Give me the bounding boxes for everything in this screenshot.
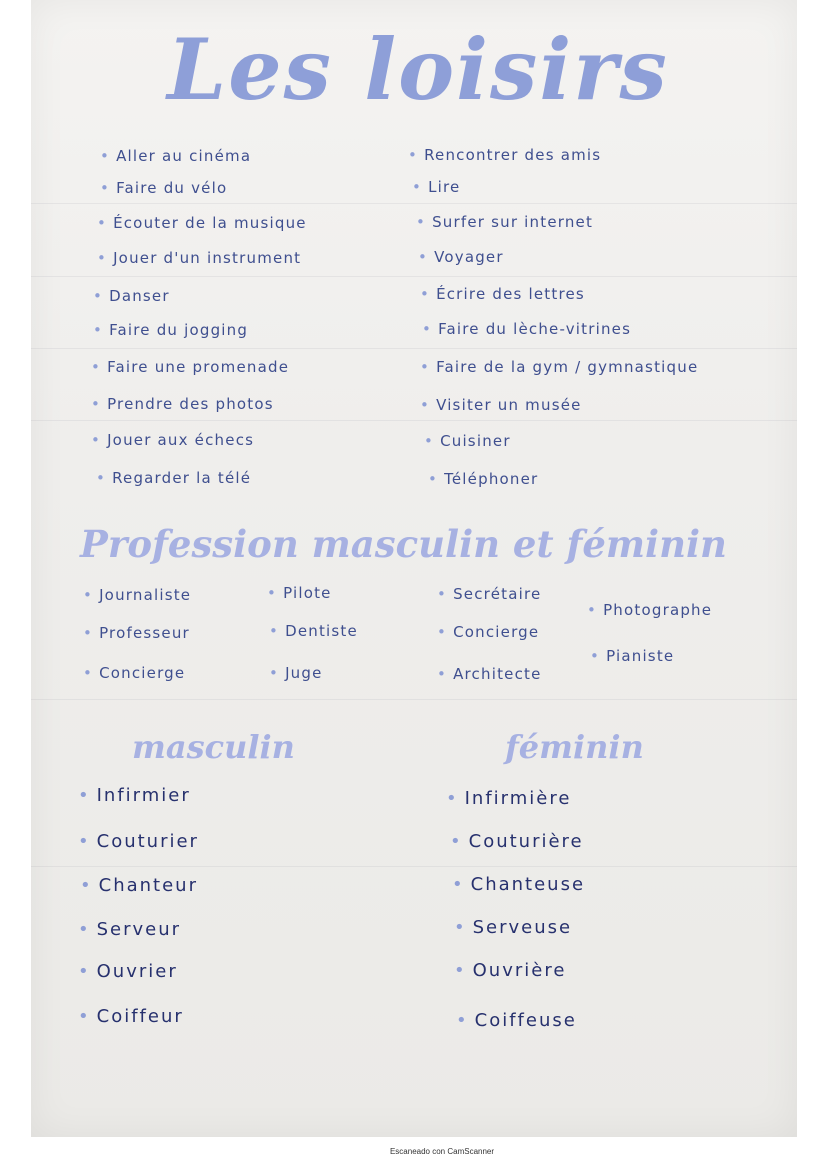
list-item: • Jouer d'un instrument <box>97 249 302 267</box>
list-item: • Écouter de la musique <box>97 214 307 232</box>
list-item: • Faire une promenade <box>91 358 290 376</box>
list-item: • Secrétaire <box>437 585 542 603</box>
list-item: • Couturier <box>78 831 199 852</box>
rule-line <box>31 699 797 700</box>
list-item: • Photographe <box>587 601 713 619</box>
list-item: • Faire du jogging <box>93 321 249 339</box>
section-heading-feminin: féminin <box>505 728 644 766</box>
list-item: • Concierge <box>437 623 540 641</box>
rule-line <box>31 866 797 867</box>
scanner-footer: Escaneado con CamScanner <box>389 1147 495 1156</box>
list-item: • Faire du vélo <box>100 179 228 197</box>
list-item: • Coiffeuse <box>456 1010 577 1031</box>
list-item: • Architecte <box>437 665 542 683</box>
list-item: • Professeur <box>83 624 190 642</box>
list-item: • Danser <box>93 287 170 305</box>
section-heading-masculin: masculin <box>132 728 295 766</box>
list-item: • Aller au cinéma <box>100 147 252 165</box>
section-heading: Profession masculin et féminin <box>80 522 727 566</box>
list-item: • Serveur <box>78 919 182 940</box>
rule-line <box>31 203 797 204</box>
list-item: • Infirmier <box>78 785 191 806</box>
list-item: • Regarder la télé <box>96 469 252 487</box>
list-item: • Chanteur <box>80 875 198 896</box>
rule-line <box>31 420 797 421</box>
list-item: • Ouvrier <box>78 961 178 982</box>
list-item: • Jouer aux échecs <box>91 431 255 449</box>
list-item: • Couturière <box>450 831 584 852</box>
list-item: • Pianiste <box>590 647 675 665</box>
list-item: • Chanteuse <box>452 874 586 895</box>
list-item: • Concierge <box>83 664 186 682</box>
list-item: • Pilote <box>267 584 332 602</box>
list-item: • Coiffeur <box>78 1006 184 1027</box>
rule-line <box>31 276 797 277</box>
list-item: • Prendre des photos <box>91 395 274 413</box>
list-item: • Visiter un musée <box>420 396 582 414</box>
list-item: • Voyager <box>418 248 504 266</box>
list-item: • Faire de la gym / gymnastique <box>420 358 699 376</box>
list-item: • Faire du lèche-vitrines <box>422 320 632 338</box>
page-title: Les loisirs <box>167 20 669 119</box>
list-item: • Cuisiner <box>424 432 511 450</box>
list-item: • Rencontrer des amis <box>408 146 602 164</box>
list-item: • Écrire des lettres <box>420 285 585 303</box>
list-item: • Lire <box>412 178 461 196</box>
list-item: • Journaliste <box>83 586 192 604</box>
list-item: • Infirmière <box>446 788 572 809</box>
list-item: • Téléphoner <box>428 470 539 488</box>
rule-line <box>31 348 797 349</box>
list-item: • Dentiste <box>269 622 358 640</box>
list-item: • Surfer sur internet <box>416 213 594 231</box>
list-item: • Serveuse <box>454 917 573 938</box>
list-item: • Ouvrière <box>454 960 567 981</box>
list-item: • Juge <box>269 664 323 682</box>
